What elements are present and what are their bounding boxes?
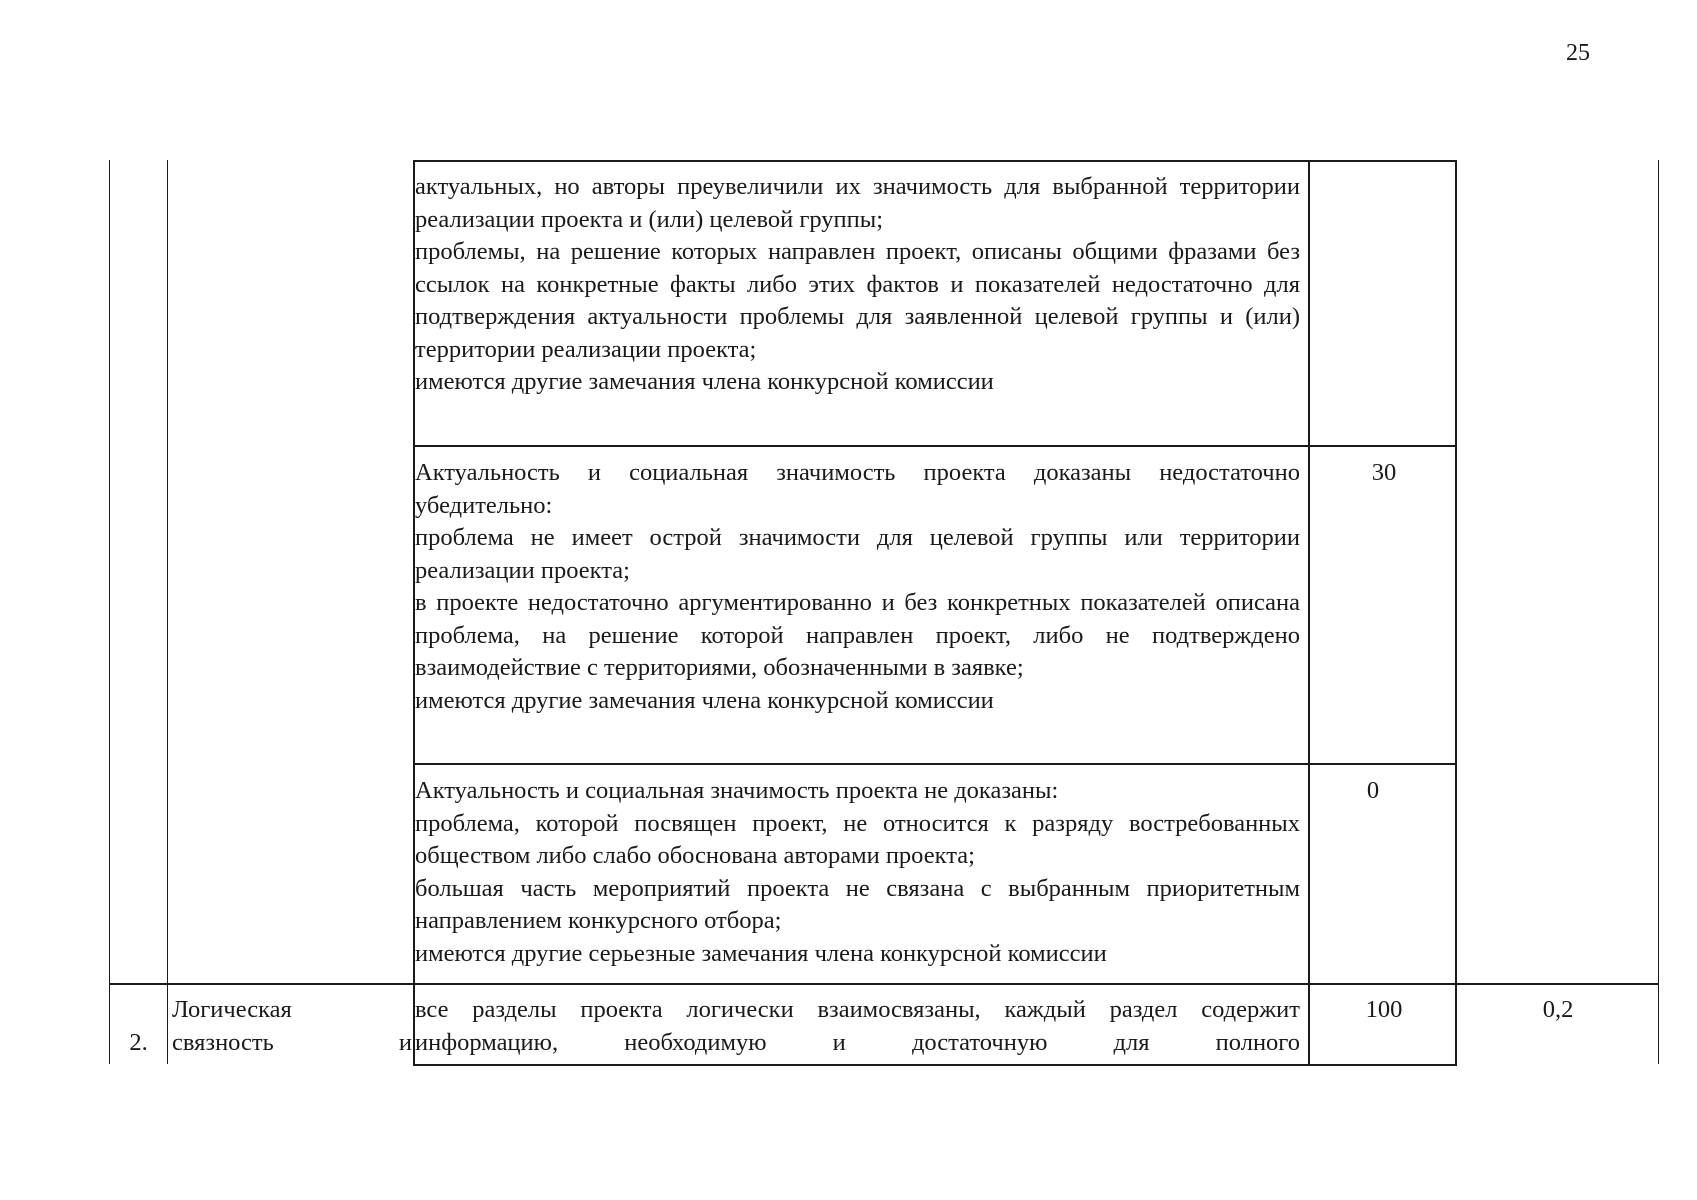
grid-line [167, 160, 168, 1064]
description-paragraph: имеются другие замечания члена конкурсной комиссии [415, 368, 994, 395]
description-paragraph: имеются другие замечания члена конкурсной комиссии [415, 686, 994, 714]
grid-line [413, 445, 1457, 447]
grid-line [1658, 160, 1659, 1064]
criterion-level-description [415, 994, 1300, 1059]
grid-line [1455, 160, 1457, 1064]
criterion-name-word: и [398, 1028, 412, 1056]
row-number: 2. [129, 1029, 148, 1056]
weight-cell: 0,2 [1542, 996, 1574, 1023]
description-paragraph: все разделы проекта логически взаимосвязаны, каждый раздел содержит информацию, необходимую и достаточную для полного [415, 996, 1300, 1056]
grid-line [413, 1064, 1457, 1066]
criterion-level-description [415, 457, 1300, 717]
criterion-level-description [415, 171, 1300, 399]
grid-line [109, 983, 1659, 985]
description-paragraph: большая часть мероприятий проекта не связана с выбранным приоритетным направлением конкурсного отбора; [415, 874, 1300, 934]
page-number: 25 [1566, 40, 1590, 66]
score-cell: 0 [1366, 777, 1380, 804]
description-paragraph: проблема, которой посвящен проект, не относится к разряду востребованных обществом либо слабо обоснована авторами проекта; [415, 809, 1300, 869]
score-cell: 100 [1365, 996, 1403, 1023]
criterion-level-description [415, 775, 1300, 970]
grid-line [1308, 160, 1310, 1064]
criterion-name-line: Логическая [172, 996, 292, 1023]
criterion-name [172, 994, 412, 1059]
grid-line [413, 160, 1457, 162]
criterion-name-line [172, 1027, 412, 1060]
description-paragraph: Актуальность и социальная значимость проекта не доказаны: [415, 777, 1059, 804]
score-cell: 30 [1371, 459, 1397, 486]
description-paragraph: имеются другие серьезные замечания члена конкурсной комиссии [415, 939, 1107, 967]
description-paragraph: актуальных, но авторы преувеличили их значимость для выбранной территории реализации проекта и (или) целевой группы; [415, 173, 1300, 233]
description-paragraph: Актуальность и социальная значимость проекта доказаны недостаточно убедительно: [415, 459, 1300, 519]
grid-line [109, 160, 110, 1064]
description-paragraph: проблема не имеет острой значимости для целевой группы или территории реализации проекта; [415, 524, 1300, 584]
description-paragraph: в проекте недостаточно аргументированно и без конкретных показателей описана проблема, на решение которой направлен проект, либо не подтверждено взаимодействие с территориями, обозначенными в заявке; [415, 589, 1300, 681]
criterion-name-word: связность [172, 1028, 274, 1056]
grid-line [413, 763, 1457, 765]
description-paragraph: проблемы, на решение которых направлен проект, описаны общими фразами без ссылок на конкретные факты либо этих фактов и показателей недостаточно для подтверждения актуальности проблемы для заявленной целевой группы и (или) территории реализации проекта; [415, 238, 1300, 363]
